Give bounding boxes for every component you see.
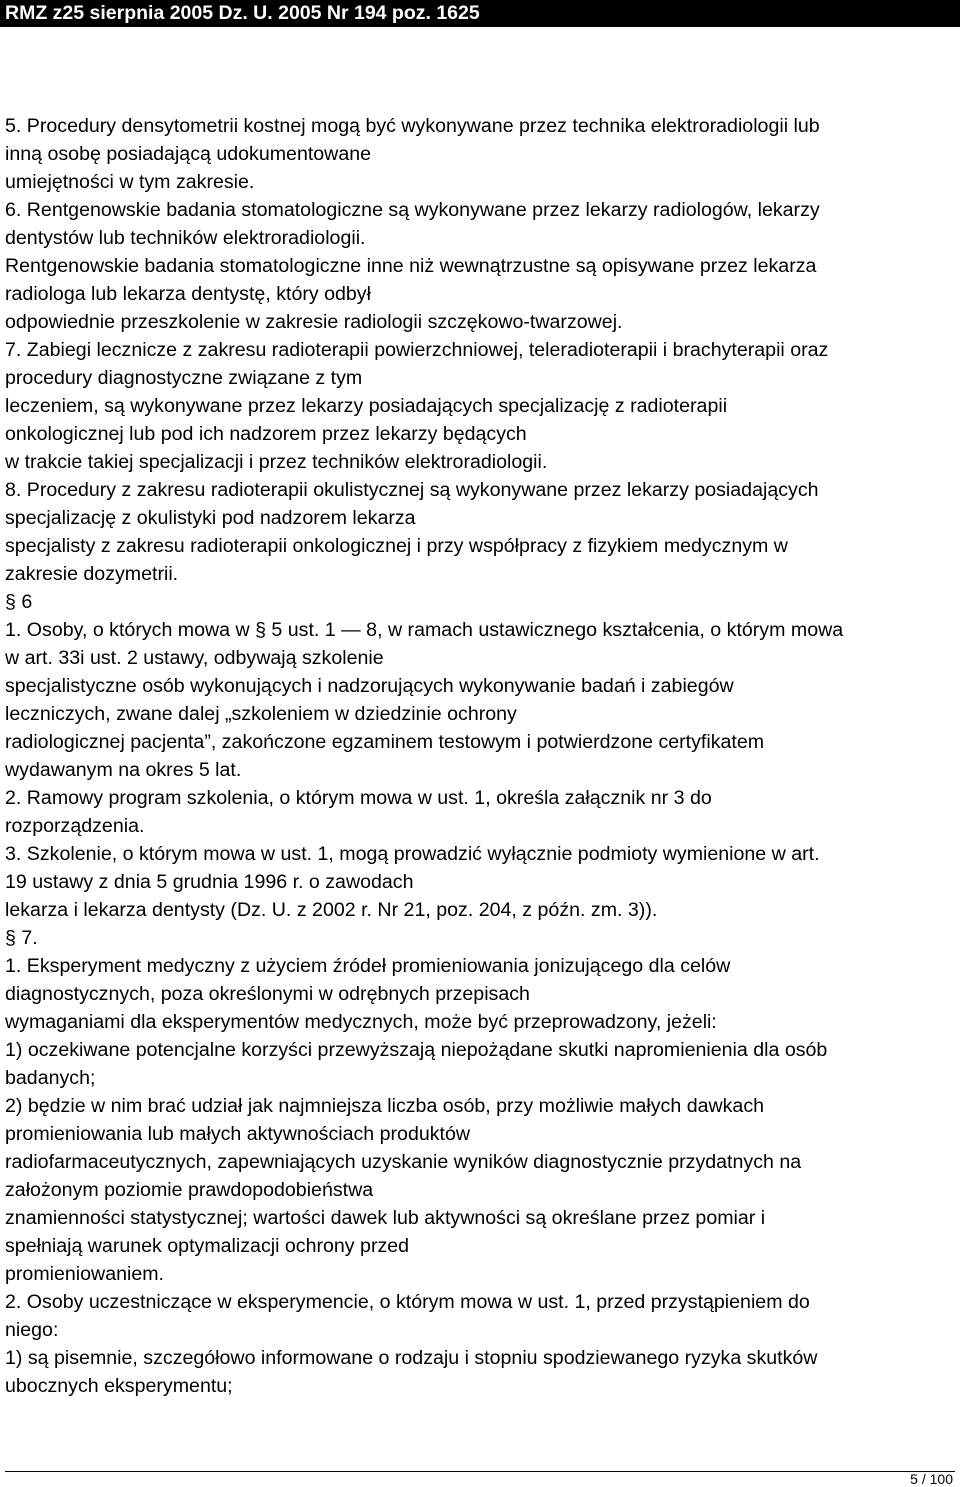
- text-line: w art. 33i ust. 2 ustawy, odbywają szkolenie: [5, 647, 384, 669]
- text-line: 7. Zabiegi lecznicze z zakresu radioterapii powierzchniowej, teleradioterapii i brachyterapii oraz: [5, 339, 829, 361]
- text-line: wydawanym na okres 5 lat.: [5, 759, 242, 781]
- text-line: rozporządzenia.: [5, 815, 145, 837]
- text-line: 1) są pisemnie, szczegółowo informowane o rodzaju i stopniu spodziewanego ryzyka skutków: [5, 1347, 818, 1369]
- text-line: diagnostycznych, poza określonymi w odrębnych przepisach: [5, 983, 530, 1005]
- footer-divider: [5, 1471, 955, 1472]
- text-line: radiofarmaceutycznych, zapewniających uzyskanie wyników diagnostycznie przydatnych na: [5, 1151, 802, 1173]
- page-number: 5 / 100: [910, 1471, 953, 1487]
- text-line: dentystów lub techników elektroradiologii.: [5, 227, 366, 249]
- text-line: znamienności statystycznej; wartości dawek lub aktywności są określane przez pomiar i: [5, 1207, 766, 1229]
- text-line: 6. Rentgenowskie badania stomatologiczne są wykonywane przez lekarzy radiologów, lekarzy: [5, 199, 820, 221]
- text-line: 8. Procedury z zakresu radioterapii okulistycznej są wykonywane przez lekarzy posiadających: [5, 479, 819, 501]
- section-heading: § 6: [5, 591, 33, 613]
- text-line: umiejętności w tym zakresie.: [5, 171, 255, 193]
- text-line: leczniczych, zwane dalej „szkoleniem w dziedzinie ochrony: [5, 703, 517, 725]
- text-line: 5. Procedury densytometrii kostnej mogą być wykonywane przez technika elektroradiologii lub: [5, 115, 820, 137]
- text-line: lekarza i lekarza dentysty (Dz. U. z 2002 r. Nr 21, poz. 204, z późn. zm. 3)).: [5, 899, 658, 921]
- document-body: [5, 112, 960, 1400]
- text-line: 19 ustawy z dnia 5 grudnia 1996 r. o zawodach: [5, 871, 414, 893]
- text-line: 2) będzie w nim brać udział jak najmniejsza liczba osób, przy możliwie małych dawkach: [5, 1095, 765, 1117]
- text-line: 1) oczekiwane potencjalne korzyści przewyższają niepożądane skutki napromienienia dla osób: [5, 1039, 828, 1061]
- text-line: 1. Eksperyment medyczny z użyciem źródeł promieniowania jonizującego dla celów: [5, 955, 731, 977]
- text-line: inną osobę posiadającą udokumentowane: [5, 143, 372, 165]
- document-header: [0, 0, 960, 27]
- text-line: ubocznych eksperymentu;: [5, 1375, 233, 1397]
- text-line: radiologicznej pacjenta”, zakończone egzaminem testowym i potwierdzone certyfikatem: [5, 731, 765, 753]
- text-line: promieniowaniem.: [5, 1263, 164, 1285]
- text-line: specjalisty z zakresu radioterapii onkologicznej i przy współpracy z fizykiem medycznym w: [5, 535, 788, 557]
- text-line: specjalizację z okulistyki pod nadzorem lekarza: [5, 507, 416, 529]
- text-line: onkologicznej lub pod ich nadzorem przez lekarzy będących: [5, 423, 527, 445]
- text-line: specjalistyczne osób wykonujących i nadzorujących wykonywanie badań i zabiegów: [5, 675, 734, 697]
- text-line: 1. Osoby, o których mowa w § 5 ust. 1 — 8, w ramach ustawicznego kształcenia, o którym mowa: [5, 619, 844, 641]
- text-line: badanych;: [5, 1067, 96, 1089]
- text-line: radiologa lub lekarza dentystę, który odbył: [5, 283, 371, 305]
- text-line: 2. Ramowy program szkolenia, o którym mowa w ust. 1, określa załącznik nr 3 do: [5, 787, 712, 809]
- text-line: założonym poziomie prawdopodobieństwa: [5, 1179, 374, 1201]
- text-line: procedury diagnostyczne związane z tym: [5, 367, 363, 389]
- text-line: odpowiednie przeszkolenie w zakresie radiologii szczękowo-twarzowej.: [5, 311, 623, 333]
- text-line: wymaganiami dla eksperymentów medycznych, może być przeprowadzony, jeżeli:: [5, 1011, 717, 1033]
- text-line: 2. Osoby uczestniczące w eksperymencie, o którym mowa w ust. 1, przed przystąpieniem do: [5, 1291, 810, 1313]
- section-heading: § 7.: [5, 927, 38, 949]
- text-line: niego:: [5, 1319, 59, 1341]
- text-line: w trakcie takiej specjalizacji i przez techników elektroradiologii.: [5, 451, 548, 473]
- text-line: promieniowania lub małych aktywnościach produktów: [5, 1123, 471, 1145]
- text-line: Rentgenowskie badania stomatologiczne inne niż wewnątrzustne są opisywane przez lekarza: [5, 255, 817, 277]
- text-line: zakresie dozymetrii.: [5, 563, 179, 585]
- document-title: RMZ z25 sierpnia 2005 Dz. U. 2005 Nr 194 poz. 1625: [5, 2, 480, 24]
- text-line: 3. Szkolenie, o którym mowa w ust. 1, mogą prowadzić wyłącznie podmioty wymienione w art.: [5, 843, 820, 865]
- text-line: leczeniem, są wykonywane przez lekarzy posiadających specjalizację z radioterapii: [5, 395, 728, 417]
- text-line: spełniają warunek optymalizacji ochrony przed: [5, 1235, 410, 1257]
